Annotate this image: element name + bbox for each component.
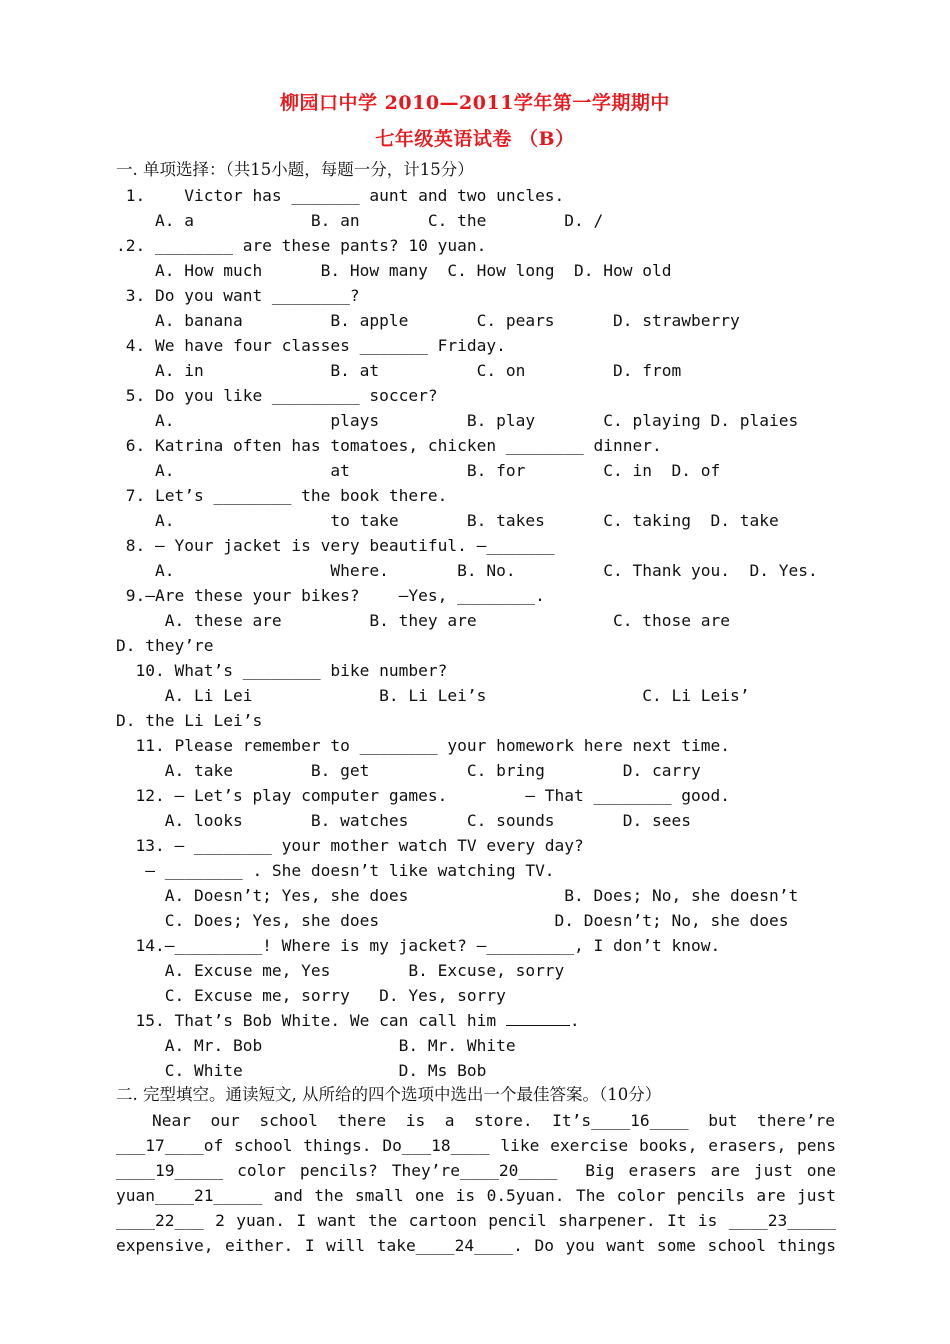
options-line: A. Excuse me, Yes B. Excuse, sorry: [116, 961, 565, 980]
options-line: A. How much B. How many C. How long D. How old: [116, 261, 672, 280]
options-line: A. these are B. they are C. those are: [116, 611, 730, 630]
passage-line: ___17____of school things. Do___18____ like exercise books, erasers, pens: [116, 1136, 836, 1155]
options-line: A. Li Lei B. Li Lei’s C. Li Leis’: [116, 686, 750, 705]
question-line: 10. What’s ________ bike number?: [116, 661, 448, 680]
question-line: — ________ . She doesn’t like watching TV.: [116, 861, 555, 880]
exam-title: 柳园口中学 2010—2011学年第一学期期中: [280, 92, 670, 114]
question-line: 3. Do you want ________?: [116, 286, 360, 305]
answer-blank[interactable]: [506, 1011, 570, 1026]
question-line: 8. – Your jacket is very beautiful. –_______: [116, 536, 555, 555]
section2-heading: 二. 完型填空。通读短文, 从所给的四个选项中选出一个最佳答案。（10分）: [116, 1085, 662, 1104]
options-line: A. banana B. apple C. pears D. strawberry: [116, 311, 740, 330]
question-line: 4. We have four classes _______ Friday.: [116, 336, 506, 355]
section1-heading: 一. 单项选择：（共15小题，每题一分，计15分）: [116, 160, 474, 179]
options-line: A. Where. B. No. C. Thank you. D. Yes.: [116, 561, 818, 580]
options-line: A. plays B. play C. playing D. plaies: [116, 411, 799, 430]
options-line: C. White D. Ms Bob: [116, 1061, 487, 1080]
exam-subtitle: 七年级英语试卷 （B）: [375, 128, 575, 150]
passage-line: ____22___ 2 yuan. I want the cartoon pencil sharpener. It is ____23_____: [116, 1211, 836, 1230]
options-line: A. Doesn’t; Yes, she does B. Does; No, she doesn’t: [116, 886, 799, 905]
question-line: 7. Let’s ________ the book there.: [116, 486, 448, 505]
options-line: A. take B. get C. bring D. carry: [116, 761, 701, 780]
question-line: 12. — Let’s play computer games. — That ________ good.: [116, 786, 730, 805]
options-line: A. Mr. Bob B. Mr. White: [116, 1036, 516, 1055]
question-line: .2. ________ are these pants? 10 yuan.: [116, 236, 487, 255]
passage-line: yuan____21_____ and the small one is 0.5yuan. The color pencils are just: [116, 1186, 836, 1205]
question-line: 5. Do you like _________ soccer?: [116, 386, 438, 405]
options-line: A. to take B. takes C. taking D. take: [116, 511, 779, 530]
options-line: D. the Li Lei’s: [116, 711, 263, 730]
options-line: A. a B. an C. the D. /: [116, 211, 604, 230]
question-line: 6. Katrina often has tomatoes, chicken ________ dinner.: [116, 436, 662, 455]
question-line: 1. Victor has _______ aunt and two uncles.: [116, 186, 565, 205]
question-text: 15. That’s Bob White. We can call him: [116, 1011, 506, 1030]
passage-line: ____19_____ color pencils? They’re____20____ Big erasers are just one: [116, 1161, 836, 1180]
options-line: A. in B. at C. on D. from: [116, 361, 682, 380]
question-line: 11. Please remember to ________ your homework here next time.: [116, 736, 730, 755]
passage-line: expensive, either. I will take____24____. Do you want some school things: [116, 1236, 836, 1255]
passage-line: Near our school there is a store. It’s____16____ but there’re: [152, 1111, 835, 1130]
question-line: 15. That’s Bob White. We can call him .: [116, 1011, 580, 1030]
options-line: D. they’re: [116, 636, 214, 655]
options-line: C. Does; Yes, she does D. Doesn’t; No, she does: [116, 911, 789, 930]
options-line: A. looks B. watches C. sounds D. sees: [116, 811, 691, 830]
options-line: C. Excuse me, sorry D. Yes, sorry: [116, 986, 506, 1005]
options-line: A. at B. for C. in D. of: [116, 461, 721, 480]
question-line: 14.—_________! Where is my jacket? –_________, I don’t know.: [116, 936, 721, 955]
question-line: 9.—Are these your bikes? —Yes, ________.: [116, 586, 545, 605]
question-line: 13. — ________ your mother watch TV every day?: [116, 836, 584, 855]
